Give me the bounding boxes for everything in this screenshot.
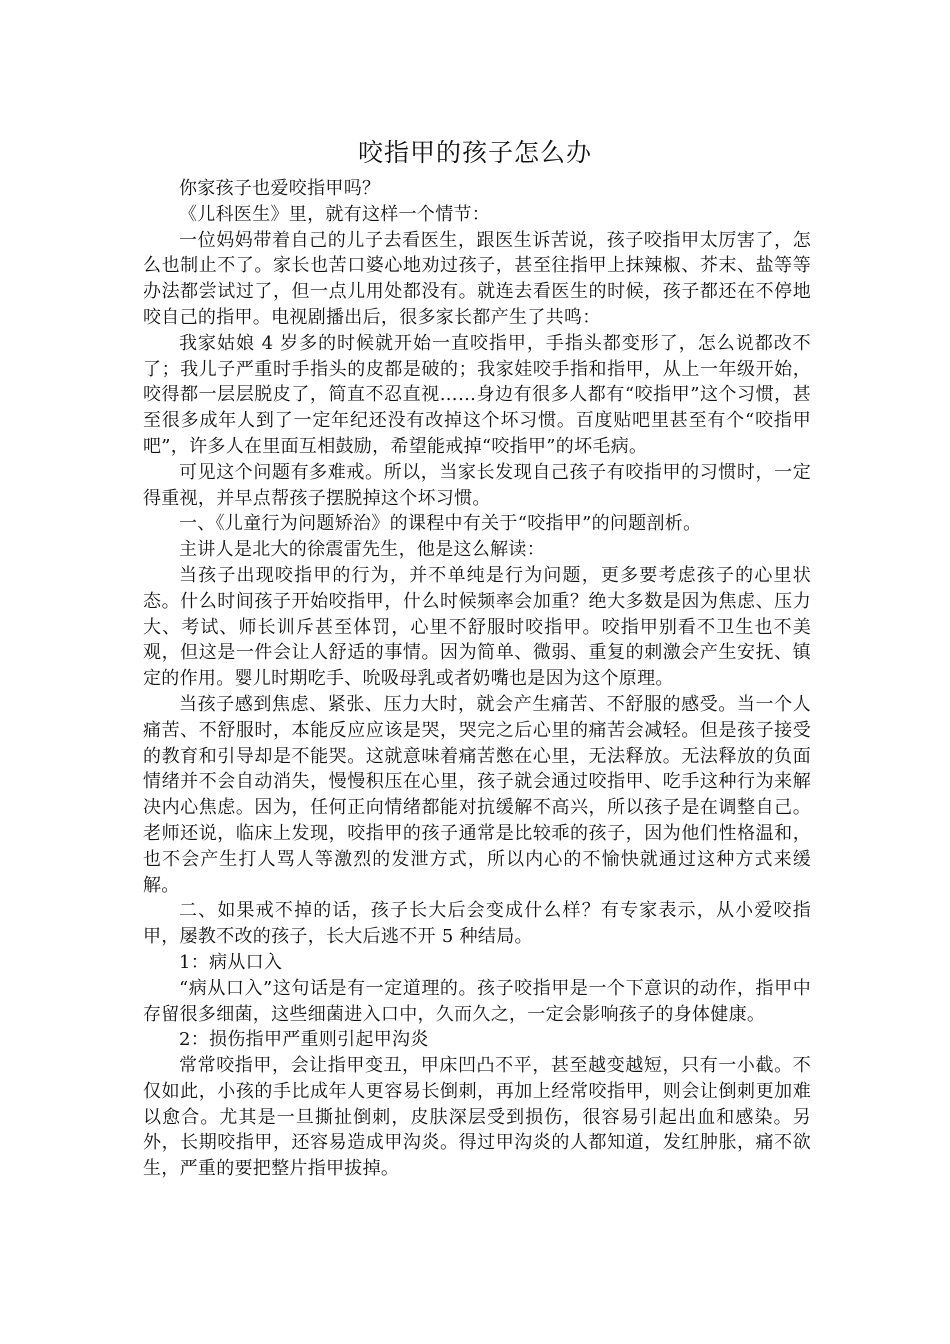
paragraph-hard-to-quit: 可见这个问题有多难戒。所以，当家长发现自己孩子有咬指甲的习惯时，一定得重视，并早点帮孩子摆脱掉这个坏习惯。 bbox=[143, 461, 811, 509]
paragraph-parent-comments: 我家姑娘 4 岁多的时候就开始一直咬指甲，手指头都变形了，怎么说都改不了；我儿子严重时手指头的皮都是破的；我家娃咬手指和指甲，从上一年级开始，咬得都一层层脱皮了，简直不忍直视……身边有很多人都有“咬指甲”这个习惯，甚至很多成年人到了一定年纪还没有改掉这个坏习惯。百度贴吧里甚至有个“咬指甲吧”，许多人在里面互相鼓励，希望能戒掉“咬指甲”的坏毛病。 bbox=[143, 332, 811, 457]
paragraph-anxiety: 当孩子感到焦虑、紧张、压力大时，就会产生痛苦、不舒服的感受。当一个人痛苦、不舒服时，本能反应应该是哭，哭完之后心里的痛苦会减轻。但是孩子接受的教育和引导却是不能哭。这就意味着痛苦憋在心里，无法释放。无法释放的负面情绪并不会自动消失，慢慢积压在心里，孩子就会通过咬指甲、吃手这种行为来解决内心焦虑。因为，任何正向情绪都能对抗缓解不高兴，所以孩子是在调整自己。老师还说，临床上发现，咬指甲的孩子通常是比较乖的孩子，因为他们性格温和，也不会产生打人骂人等激烈的发泄方式，所以内心的不愉快就通过这种方式来缓解。 bbox=[143, 693, 811, 896]
paragraph-tv-show: 《儿科医生》里，就有这样一个情节： bbox=[179, 203, 491, 225]
paragraph-lecturer: 主讲人是北大的徐震雷先生，他是这么解读： bbox=[179, 539, 545, 561]
subheading-one: 1：病从口入 bbox=[179, 951, 283, 973]
section-heading-one: 一、《儿童行为问题矫治》的课程中有关于“咬指甲”的问题剖析。 bbox=[179, 513, 702, 535]
paragraph-psychology: 当孩子出现咬指甲的行为，并不单纯是行为问题，更多要考虑孩子的心里状态。什么时间孩子开始咬指甲，什么时候频率会加重？绝大多数是因为焦虑、压力大、考试、师长训斥甚至体罚，心里不舒服时咬指甲。咬指甲别看不卫生也不美观，但这是一件会让人舒适的事情。因为简单、微弱、重复的刺激会产生安抚、镇定的作用。婴儿时期吃手、吮吸母乳或者奶嘴也是因为这个原理。 bbox=[143, 564, 811, 690]
document-body bbox=[143, 176, 811, 1182]
paragraph-mother-story: 一位妈妈带着自己的儿子去看医生，跟医生诉苦说，孩子咬指甲太厉害了，怎么也制止不了。家长也苦口婆心地劝过孩子，甚至往指甲上抹辣椒、芥末、盐等等办法都尝试过了，但一点儿用处都没有。就连去看医生的时候，孩子都还在不停地咬自己的指甲。电视剧播出后，很多家长都产生了共鸣： bbox=[143, 229, 811, 328]
subheading-two: 2：损伤指甲严重则引起甲沟炎 bbox=[179, 1029, 429, 1051]
section-heading-two: 二、如果戒不掉的话，孩子长大后会变成什么样？有专家表示，从小爱咬指甲，屡教不改的孩子，长大后逃不开 5 种结局。 bbox=[143, 900, 811, 948]
document-title: 咬指甲的孩子怎么办 bbox=[357, 138, 592, 167]
paragraph-germs: “病从口入”这句话是有一定道理的。孩子咬指甲是一个下意识的动作，指甲中存留很多细菌，这些细菌进入口中，久而久之，一定会影响孩子的身体健康。 bbox=[143, 977, 811, 1025]
paragraph-nail-damage: 常常咬指甲，会让指甲变丑，甲床凹凸不平，甚至越变越短，只有一小截。不仅如此，小孩的手比成年人更容易长倒刺，再加上经常咬指甲，则会让倒刺更加难以愈合。尤其是一旦撕扯倒刺，皮肤深层受到损伤，很容易引起出血和感染。另外，长期咬指甲，还容易造成甲沟炎。得过甲沟炎的人都知道，发红肿胀，痛不欲生，严重的要把整片指甲拔掉。 bbox=[143, 1055, 811, 1180]
paragraph-intro-question: 你家孩子也爱咬指甲吗？ bbox=[179, 178, 381, 199]
